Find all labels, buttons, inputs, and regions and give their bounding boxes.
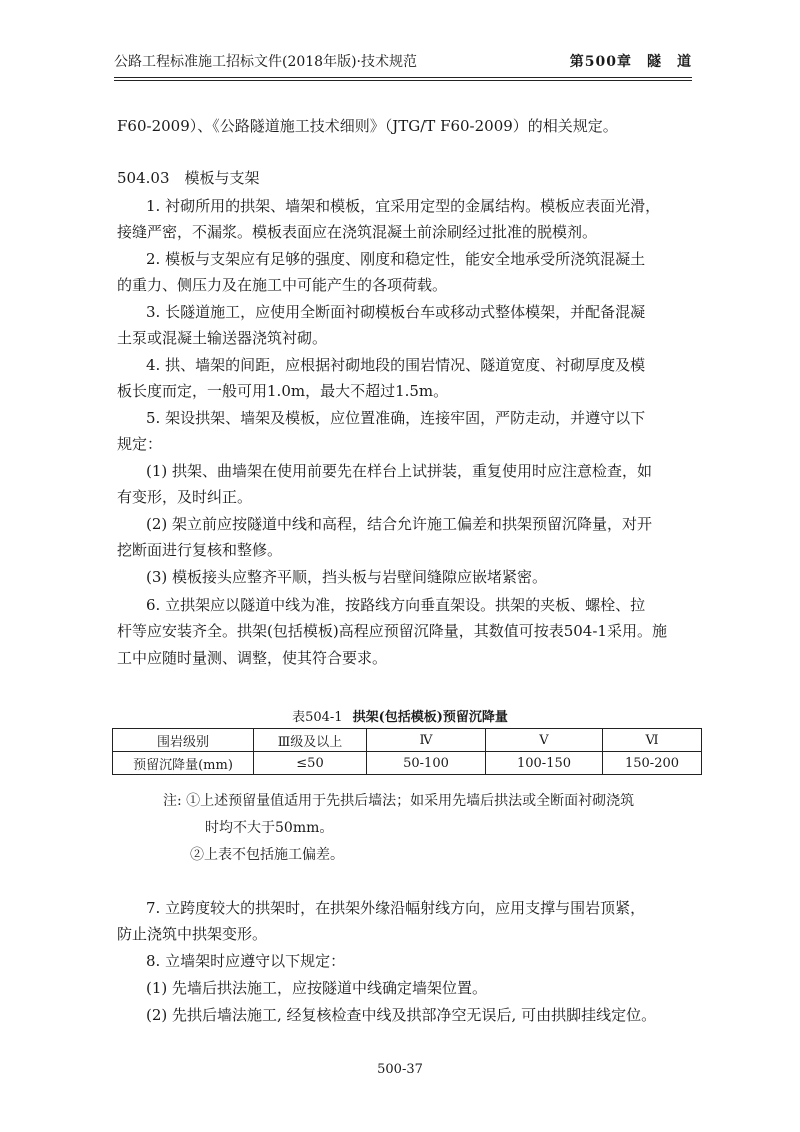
table-header-cell: Ⅲ级及以上 — [254, 729, 367, 752]
paragraph-line: (3) 模板接头应整齐平顺，挡头板与岩壁间缝隙应嵌堵紧密。 — [146, 568, 548, 586]
table-header-cell: Ⅵ — [603, 729, 702, 752]
paragraph-line: 土泵或混凝土输送器浇筑衬砌。 — [117, 329, 328, 347]
table-caption — [0, 706, 800, 725]
table-cell: 预留沉降量(mm) — [113, 752, 254, 775]
table-title: 拱架(包括模板)预留沉降量 — [352, 710, 508, 725]
table-header-cell: Ⅴ — [486, 729, 603, 752]
paragraph-line: (1) 拱架、曲墙架在使用前要先在样台上试拼装，重复使用时应注意检查，如 — [146, 462, 653, 480]
page-header — [114, 51, 692, 75]
table-cell: 150-200 — [603, 752, 702, 775]
paragraph-line: 6. 立拱架应以隧道中线为准，按路线方向垂直架设。拱架的夹板、螺栓、拉 — [146, 596, 646, 614]
paragraph-line: F60-2009）、《公路隧道施工技术细则》（JTG/T F60-2009）的相关规定。 — [117, 117, 618, 135]
table-cell: ≤50 — [254, 752, 367, 775]
paragraph-line: 2. 模板与支架应有足够的强度、刚度和稳定性，能安全地承受所浇筑混凝土 — [146, 250, 646, 268]
page-number: 500-37 — [377, 1062, 423, 1077]
settlement-table — [112, 728, 702, 775]
table-header-row — [113, 729, 702, 752]
table-note: 时均不大于50mm。 — [205, 820, 334, 836]
paragraph-line: 挖断面进行复核和整修。 — [117, 541, 283, 559]
table-note: ②上表不包括施工偏差。 — [190, 847, 344, 863]
table-header-cell: 围岩级别 — [113, 729, 254, 752]
paragraph-line: (2) 先拱后墙法施工, 经复核检查中线及拱部净空无误后, 可由拱脚挂线定位。 — [146, 1006, 657, 1024]
chapter-title: 第500章 隧 道 — [569, 54, 692, 70]
section-heading: 504.03 模板与支架 — [117, 169, 260, 187]
paragraph-line: 板长度而定，一般可用1.0m，最大不超过1.5m。 — [117, 382, 449, 400]
paragraph-line: 有变形，及时纠正。 — [117, 488, 253, 506]
paragraph-line: 1. 衬砌所用的拱架、墙架和模板，宜采用定型的金属结构。模板应表面光滑， — [146, 197, 661, 215]
table-cell: 100-150 — [486, 752, 603, 775]
table-header-cell: Ⅳ — [367, 729, 486, 752]
table-number: 表504-1 — [292, 710, 343, 725]
paragraph-line: 8. 立墙架时应遵守以下规定： — [146, 952, 346, 970]
paragraph-line: 7. 立跨度较大的拱架时，在拱架外缘沿幅射线方向，应用支撑与围岩顶紧， — [146, 899, 646, 917]
paragraph-line: 规定： — [117, 435, 163, 453]
paragraph-line: 防止浇筑中拱架变形。 — [117, 925, 268, 943]
paragraph-line: 接缝严密，不漏浆。模板表面应在浇筑混凝土前涂刷经过批准的脱模剂。 — [117, 223, 598, 241]
paragraph-line: 5. 架设拱架、墙架及模板，应位置准确，连接牢固，严防走动，并遵守以下 — [146, 409, 646, 427]
paragraph-line: (1) 先墙后拱法施工，应按隧道中线确定墙架位置。 — [146, 979, 488, 997]
paragraph-line: 工中应随时量测、调整，使其符合要求。 — [117, 649, 388, 667]
paragraph-line: 的重力、侧压力及在施工中可能产生的各项荷载。 — [117, 276, 448, 294]
table-cell: 50-100 — [367, 752, 486, 775]
header-rule-thin — [114, 80, 692, 81]
table-note: 注: ①上述预留量值适用于先拱后墙法；如采用先墙后拱法或全断面衬砌浇筑 — [163, 793, 635, 809]
paragraph-line: 杆等应安装齐全。拱架(包括模板)高程应预留沉降量，其数值可按表504-1采用。施 — [117, 622, 667, 640]
paragraph-line: 3. 长隧道施工，应使用全断面衬砌模板台车或移动式整体模架，并配备混凝 — [146, 303, 646, 321]
header-rule — [114, 77, 692, 78]
paragraph-line: (2) 架立前应按隧道中线和高程，结合允许施工偏差和拱架预留沉降量，对开 — [146, 515, 653, 533]
table-row — [113, 752, 702, 775]
paragraph-line: 4. 拱、墙架的间距，应根据衬砌地段的围岩情况、隧道宽度、衬砌厚度及模 — [146, 356, 646, 374]
document-title: 公路工程标准施工招标文件(2018年版)·技术规范 — [114, 54, 418, 70]
